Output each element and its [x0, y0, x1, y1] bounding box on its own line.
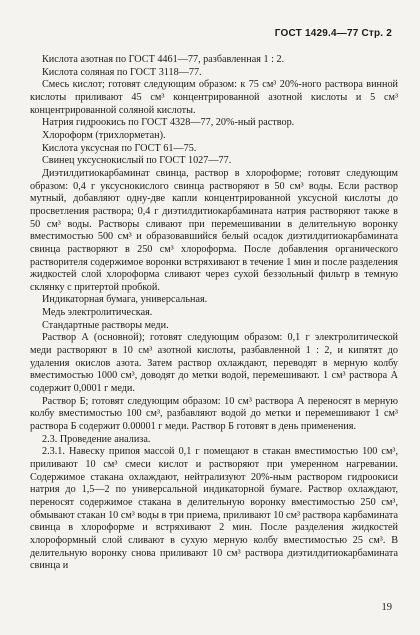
document-body	[30, 54, 398, 573]
paragraph: Свинец уксуснокислый по ГОСТ 1027—77.	[42, 155, 232, 167]
paragraph: Кислота азотная по ГОСТ 4461—77, разбавленная 1 : 2.	[42, 54, 285, 65]
paragraph: Кислота соляная по ГОСТ 3118—77.	[42, 66, 202, 78]
paragraph: Индикаторная бумага, универсальная.	[42, 294, 208, 306]
paragraph: Медь электролитическая.	[42, 307, 153, 319]
paragraph: 2.3. Проведение анализа.	[42, 433, 151, 445]
paragraph: Натрия гидроокись по ГОСТ 4328—77, 20%-ный раствор.	[42, 117, 295, 129]
paragraph: Диэтилдитиокарбаминат свинца, раствор в хлороформе; готовят следующим образом: 0,4 г уксуснокислого свинца растворяют в 50 см³ воды. Если раствор мутный, добавляют одну-две капли концентрированной уксусной кислоты до просветления раствора; 0,4 г диэтилдитиокарбамината натрия растворяют также в 50 см³ воды. Растворы сливают при перемешивании в делительную воронку вместимостью 500 см³ и образовавшийся белый осадок диэтилдитиокарбамината свинца растворяют в 250 см³ хлороформа. После добавления органического растворителя содержимое воронки встряхивают в течение 1 мин и после разделения жидкостей слой хлороформа сливают через сухой беззольный фильтр в темную склянку с притертой пробкой.	[30, 167, 398, 293]
paragraph: Раствор Б; готовят следующим образом: 10 см³ раствора А переносят в мерную колбу вместимостью 100 см³, разбавляют водой до метки и перемешивают 1 см³ раствора Б содержит 0.00001 г меди. Раствор Б готовят в день применения.	[30, 395, 398, 433]
paragraph: Смесь кислот; готовят следующим образом: к 75 см³ 20%-ного раствора винной кислоты приливают 45 см³ концентрированной азотной кислоты и 5 см³ концентрированной соляной кислоты.	[30, 79, 398, 116]
page-number: 19	[381, 602, 392, 613]
standard-number: ГОСТ 1429.4—77	[274, 28, 359, 39]
paragraph: Хлороформ (трихлорметан).	[42, 129, 166, 141]
paragraph: 2.3.1. Навеску припоя массой 0,1 г помещают в стакан вместимостью 100 см³, приливают 10 см³ смеси кислот и растворяют при умеренном нагревании. Содержимое стакана охлаждают, нейтрализуют 20%-ным раствором гидроокиси натрия до 1,5—2 по универсальной индикаторной бумаге. Раствор охлаждают, переносят содержимое стакана в делительную воронку вместимостью 250 см³, обмывают стакан 10 см³ воды в три приема, приливают 10 см³ раствора карбамината свинца в хлороформе и встряхивают 2 мин. После разделения жидкостей хлороформный слой сливают в сухую мерную колбу вместимостью 25 см³. В делительную воронку снова приливают 10 см³ раствора диэтилдитиокарбамината свинца и	[30, 446, 398, 572]
page-label: Стр. 2	[361, 28, 392, 39]
paragraph: Стандартные растворы меди.	[42, 319, 169, 331]
paragraph: Раствор А (основной); готовят следующим образом: 0,1 г электролитической меди растворяют в 10 см³ азотной кислоты, разбавленной 1 : 2, и кипятят до удаления окислов азота. Затем раствор охлаждают, переводят в мерную колбу вместимостью 1000 см³, доводят до метки водой, перемешивают. 1 см³ раствора А содержит 0,0001 г меди.	[30, 332, 398, 395]
paragraph: Кислота уксусная по ГОСТ 61—75.	[42, 142, 197, 154]
running-header	[275, 28, 392, 39]
